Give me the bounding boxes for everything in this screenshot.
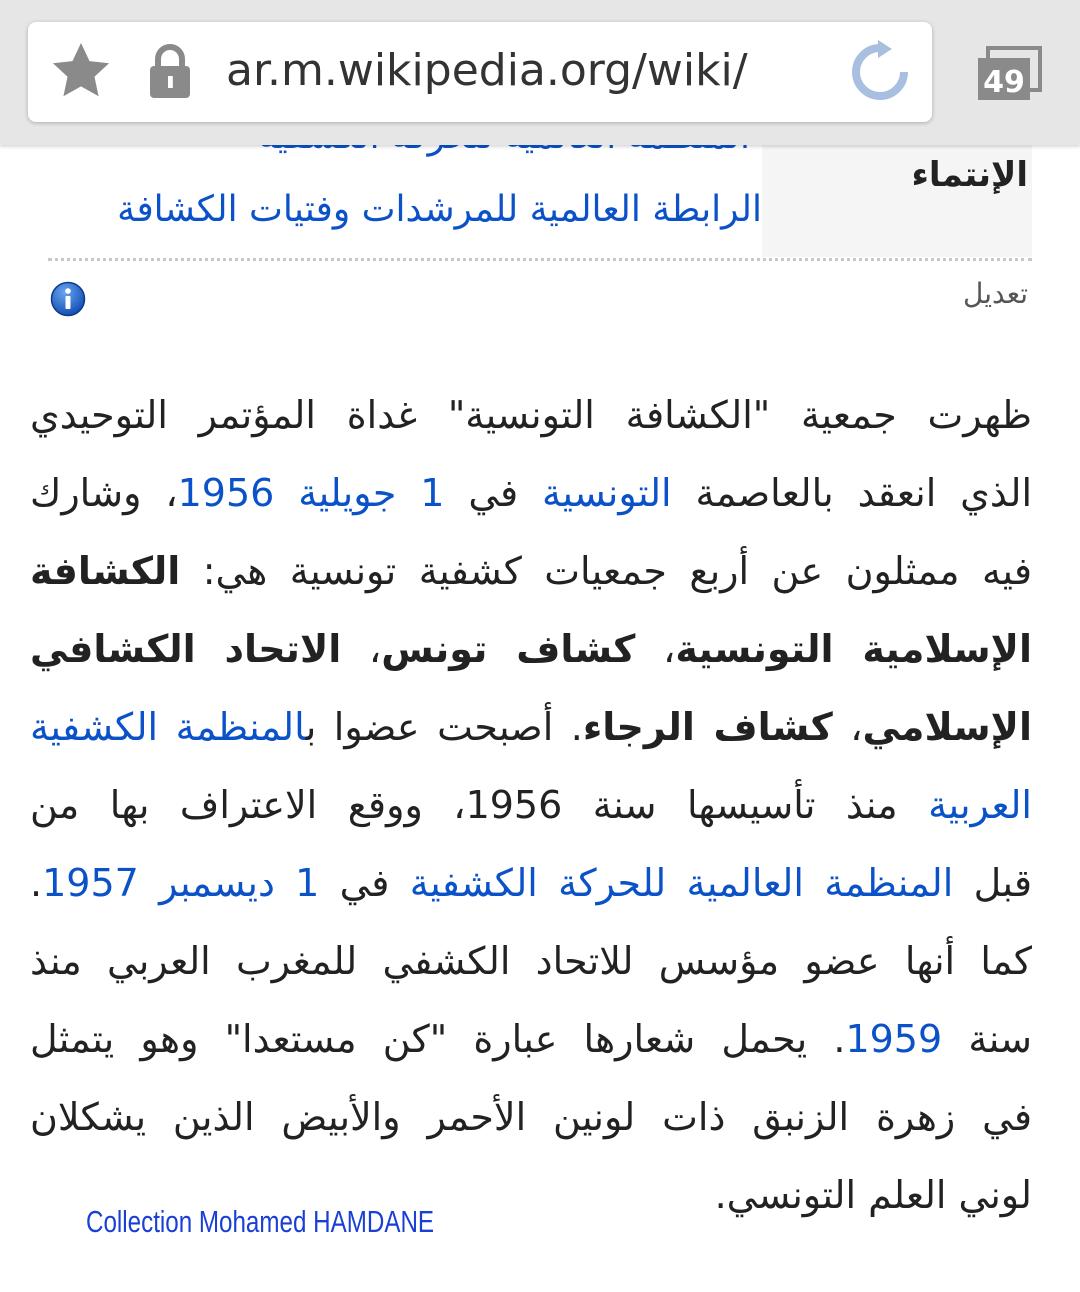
bold-text: الإسلامي [862,705,1032,749]
browser-toolbar [0,0,1080,145]
bookmark-star-icon[interactable] [48,38,114,104]
text: ، وشارك [30,471,178,515]
text: ، [341,627,382,671]
bold-text: الاتحاد الكشافي [30,627,342,671]
paragraph-line-3 [30,532,1032,610]
link-arab-scout-org[interactable]: المنظمة الكشفية [30,705,306,749]
url-text[interactable]: ar.m.wikipedia.org/wiki/ [226,45,748,96]
bold-text: كشاف تونس [381,627,636,671]
text: ظهرت جمعية "الكشافة التونسية" غداة المؤتمر التوحيدي [30,393,1032,437]
text: فيه ممثلون عن أربع جمعيات كشفية تونسية هي: [180,549,1032,593]
text: الذي انعقد بالعاصمة [671,471,1032,515]
paragraph-line-7 [30,844,1032,922]
paragraph-line-9 [30,1000,1032,1078]
lock-icon [146,42,194,100]
text: ، [635,627,676,671]
paragraph-line-2 [30,454,1032,532]
text: . يحمل شعارها عبارة "كن مستعدا" وهو يتمثل [30,1017,846,1061]
tabs-icon[interactable] [974,44,1044,102]
bold-text: كشاف الرجاء [582,705,833,749]
paragraph-line-1 [30,376,1032,454]
paragraph-line-6 [30,766,1032,844]
text: ، [832,705,863,749]
infobox-label: الإنتماء [911,155,1028,195]
paragraph-line-5 [30,688,1032,766]
paragraph-line-10 [30,1078,1032,1156]
text: . أصبحت عضوا ب [305,705,583,749]
text: في [444,471,543,515]
link-year-1959[interactable]: 1959 [845,1017,943,1061]
info-icon[interactable] [50,281,86,317]
article-paragraph [30,376,1032,1234]
text: في زهرة الزنبق ذات لونين الأحمر والأبيض الذين يشكلان [30,1095,1032,1139]
link-date-1956[interactable]: 1 جويلية 1956 [177,471,445,515]
text: منذ تأسيسها سنة 1956، ووقع الاعتراف بها من [30,783,929,827]
tab-count: 49 [983,65,1025,100]
text: . [30,861,43,905]
watermark: Collection Mohamed HAMDANE [86,1204,435,1239]
edit-link[interactable]: تعديل [963,277,1028,310]
divider [48,258,1032,261]
link-arab-scout-org-cont[interactable]: العربية [928,783,1032,827]
text: لوني العلم التونسي. [714,1173,1032,1217]
text: قبل [953,861,1032,905]
reload-icon[interactable] [848,40,912,104]
bold-text: الإسلامية التونسية [675,627,1032,671]
text: سنة [942,1017,1032,1061]
bold-text: الكشافة [30,549,181,593]
link-tunisia[interactable]: التونسية [542,471,672,515]
text: في [319,861,410,905]
link-date-1957[interactable]: 1 ديسمبر 1957 [42,861,320,905]
link-wosm[interactable]: المنظمة العالمية للحركة الكشفية [409,861,954,905]
paragraph-line-4 [30,610,1032,688]
paragraph-line-8 [30,922,1032,1000]
text: كما أنها عضو مؤسس للاتحاد الكشفي للمغرب العربي منذ [30,939,1032,983]
infobox-value-link[interactable]: الرابطة العالمية للمرشدات وفتيات الكشافة [117,189,762,230]
